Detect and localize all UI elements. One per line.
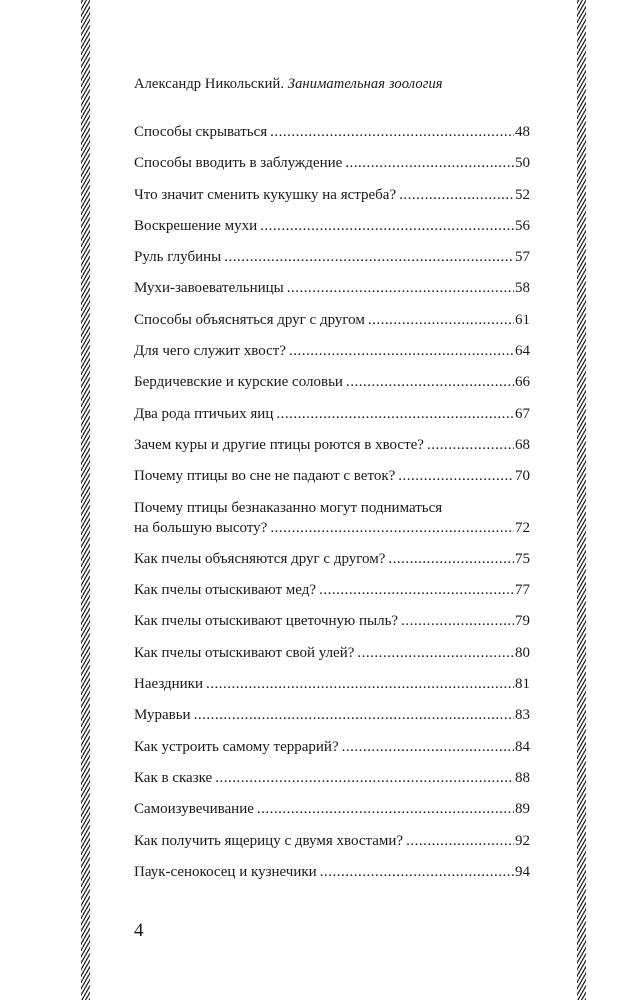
- toc-entry-page: 61: [515, 311, 530, 328]
- toc-entry: [134, 372, 530, 392]
- toc-entry-page: 56: [515, 217, 530, 234]
- toc-entry-title: на большую высоту?: [134, 519, 268, 536]
- toc-dot-leader: [427, 435, 514, 455]
- toc-entry: [134, 862, 530, 882]
- toc-entry-page: 57: [515, 249, 530, 266]
- toc-dot-leader: [357, 643, 514, 663]
- toc-entry-page: 75: [515, 550, 530, 567]
- toc-entry: [134, 341, 530, 361]
- toc-entry: [134, 466, 530, 486]
- toc-dot-leader: [270, 518, 514, 538]
- toc-entry-title: Мухи-завоевательницы: [134, 280, 284, 297]
- toc-entry-page: 48: [515, 124, 530, 140]
- toc-entry-title: Как получить ящерицу с двумя хвостами?: [134, 832, 404, 849]
- toc-entry-page: 68: [515, 436, 530, 453]
- toc-entry: [134, 737, 530, 757]
- toc-entry: [134, 247, 530, 267]
- toc-entry: [134, 705, 530, 725]
- toc-entry-page: 89: [515, 801, 530, 818]
- toc-entry-page: 81: [515, 676, 530, 693]
- toc-entry-page: 50: [515, 155, 530, 172]
- toc-entry: [134, 216, 530, 236]
- toc-entry: [134, 404, 530, 424]
- toc-entry: [134, 611, 530, 631]
- toc-entry-page: 94: [515, 863, 530, 880]
- toc-entry: [134, 799, 530, 819]
- toc-dot-leader: [276, 404, 514, 424]
- toc-entry-title: Как пчелы объясняются друг с другом?: [134, 550, 386, 567]
- toc-entry-page: 58: [515, 280, 530, 297]
- toc-dot-leader: [257, 799, 514, 819]
- toc-entry: [134, 831, 530, 851]
- running-head: [134, 76, 443, 93]
- toc-entry: [134, 435, 530, 455]
- toc-dot-leader: [398, 466, 514, 486]
- toc-entry-page: 67: [515, 405, 530, 422]
- toc-dot-leader: [319, 580, 514, 600]
- toc-entry-page: 70: [515, 468, 530, 485]
- toc-dot-leader: [206, 674, 514, 694]
- toc-entry-page: 83: [515, 707, 530, 724]
- toc-entry-title: Способы вводить в заблуждение: [134, 155, 343, 172]
- toc-entry-title: Как пчелы отыскивают цветочную пыль?: [134, 613, 399, 630]
- toc-entry-title-line1: Почему птицы безнаказанно могут подниматься: [134, 499, 443, 516]
- toc-entry-title: Воскрешение мухи: [134, 217, 258, 234]
- toc-entry-title: Зачем куры и другие птицы роются в хвосте?: [134, 436, 424, 453]
- toc-entry-title: Способы объясняться друг с другом: [134, 311, 365, 328]
- toc-entry: [134, 498, 530, 538]
- running-head-title: Занимательная зоология: [287, 76, 443, 92]
- toc-dot-leader: [345, 153, 514, 173]
- toc-entry: [134, 278, 530, 298]
- toc-entry-title: Бердичевские и курские соловьи: [134, 374, 343, 391]
- toc-entry-page: 64: [515, 343, 530, 360]
- left-decorative-border: [81, 0, 90, 1000]
- toc-entry-title: Как в сказке: [134, 769, 213, 786]
- toc-dot-leader: [287, 278, 514, 298]
- toc-entry-page: 80: [515, 644, 530, 661]
- toc-dot-leader: [215, 768, 514, 788]
- toc-entry-title: Почему птицы во сне не падают с веток?: [134, 468, 396, 485]
- toc-dot-leader: [342, 737, 514, 757]
- table-of-contents: [134, 122, 530, 893]
- toc-entry: [134, 768, 530, 788]
- toc-dot-leader: [346, 372, 514, 392]
- toc-entry-page: 79: [515, 613, 530, 630]
- toc-entry-page: 88: [515, 769, 530, 786]
- toc-entry-page: 92: [515, 832, 530, 849]
- toc-entry: [134, 153, 530, 173]
- toc-entry: [134, 185, 530, 205]
- toc-entry-title: Руль глубины: [134, 249, 222, 266]
- toc-entry-page: 77: [515, 582, 530, 599]
- toc-entry-page: 84: [515, 738, 530, 755]
- toc-entry-title: Как пчелы отыскивают мед?: [134, 582, 317, 599]
- toc-entry: [134, 580, 530, 600]
- toc-entry-title: Паук-сенокосец и кузнечики: [134, 863, 317, 880]
- toc-dot-leader: [401, 611, 514, 631]
- toc-entry: [134, 549, 530, 569]
- toc-dot-leader: [388, 549, 514, 569]
- toc-entry: [134, 122, 530, 142]
- toc-dot-leader: [399, 185, 514, 205]
- toc-entry-page: 72: [515, 519, 530, 536]
- toc-entry-title: Как пчелы отыскивают свой улей?: [134, 644, 355, 661]
- toc-entry-title: Способы скрываться: [134, 124, 268, 140]
- toc-entry-title: Два рода птичьих яиц: [134, 405, 274, 422]
- toc-entry: [134, 674, 530, 694]
- toc-entry-title: Самоизувечивание: [134, 801, 254, 818]
- toc-entry-title: Что значит сменить кукушку на ястреба?: [134, 186, 397, 203]
- toc-entry-title: Как устроить самому террарий?: [134, 738, 339, 755]
- toc-entry-title: Наездники: [134, 676, 203, 693]
- toc-entry-title: Для чего служит хвост?: [134, 343, 286, 360]
- toc-dot-leader: [270, 122, 514, 142]
- toc-entry: [134, 310, 530, 330]
- toc-dot-leader: [194, 705, 514, 725]
- toc-entry: [134, 643, 530, 663]
- toc-entry-page: 52: [515, 186, 530, 203]
- right-decorative-border: [577, 0, 586, 1000]
- toc-dot-leader: [406, 831, 514, 851]
- toc-dot-leader: [289, 341, 514, 361]
- toc-entry-title: Муравьи: [134, 707, 191, 724]
- toc-dot-leader: [368, 310, 514, 330]
- toc-dot-leader: [320, 862, 514, 882]
- toc-entry-page: 66: [515, 374, 530, 391]
- toc-dot-leader: [260, 216, 514, 236]
- running-head-author: Александр Никольский.: [134, 76, 285, 92]
- toc-dot-leader: [224, 247, 514, 267]
- page-number: 4: [134, 920, 144, 941]
